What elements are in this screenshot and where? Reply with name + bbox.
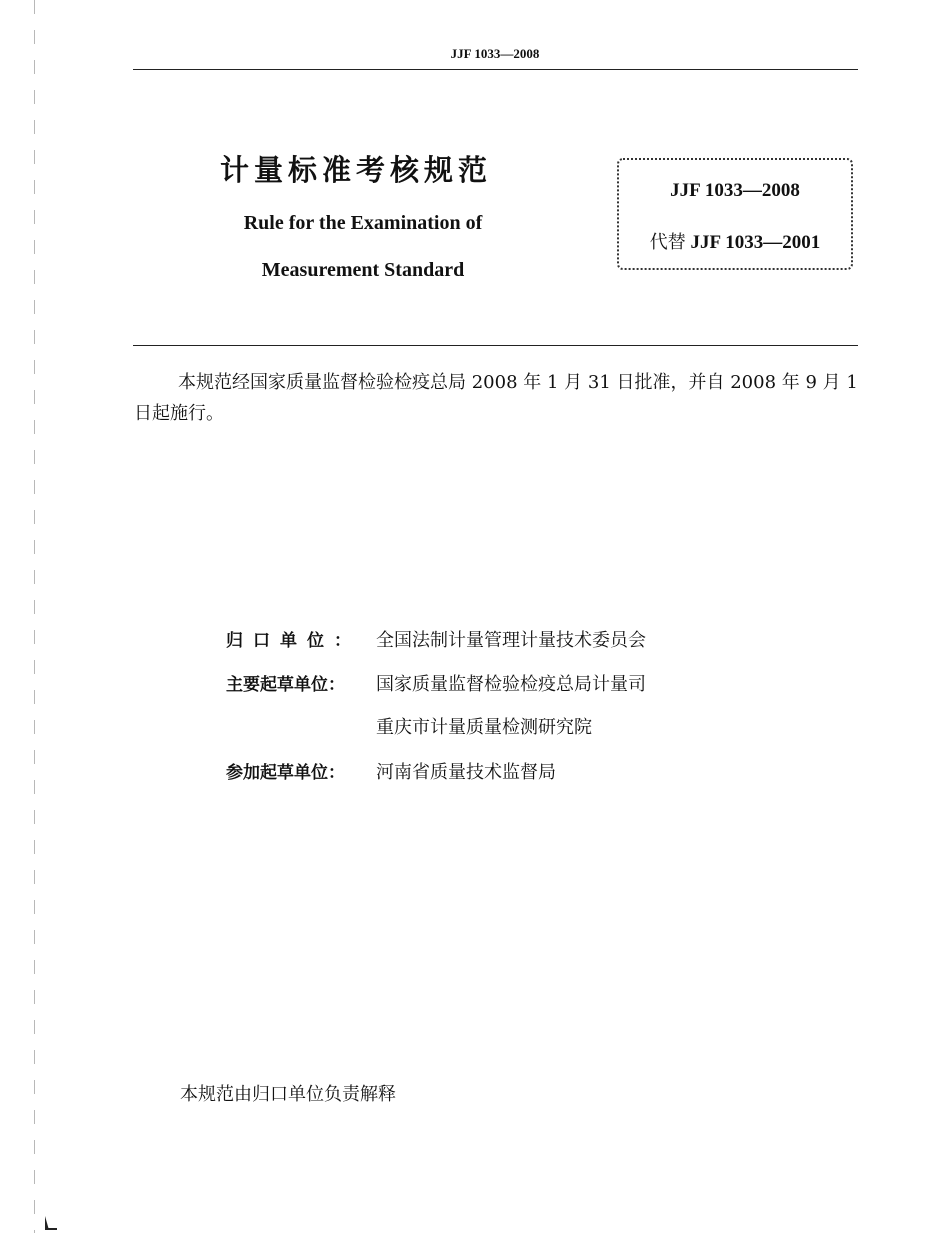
unit-row-main-drafting-cont (226, 713, 592, 743)
unit-row-responsible (226, 626, 646, 656)
scan-edge-mark (34, 0, 35, 1233)
unit-value-main-drafting-1: 国家质量监督检验检疫总局计量司 (376, 674, 646, 695)
unit-label-participating: 参加起草单位： (226, 763, 345, 783)
stamp-standard-code: JJF 1033—2008 (670, 180, 800, 201)
unit-value-participating: 河南省质量技术监督局 (376, 762, 556, 783)
unit-value-responsible: 全国法制计量管理计量技术委员会 (376, 630, 646, 651)
unit-value-main-drafting-2: 重庆市计量质量检测研究院 (376, 717, 592, 738)
header-rule (133, 69, 858, 70)
document-title-chinese: 计量标准考核规范 (220, 153, 493, 187)
unit-row-participating (226, 758, 556, 788)
scan-corner-line (45, 1228, 57, 1230)
interpretation-note: 本规范由归口单位负责解释 (180, 1084, 396, 1105)
unit-label-responsible: 归口单位： (226, 631, 361, 651)
stamp-replaces-prefix: 代替 (649, 232, 686, 253)
document-title-english-line1: Rule for the Examination of (243, 212, 483, 234)
stamp-replaces-code: JJF 1033—2001 (690, 232, 821, 253)
title-section-rule (133, 345, 858, 346)
unit-label-main-drafting: 主要起草单位： (226, 675, 345, 695)
stamp-replaces-line (617, 228, 853, 254)
document-title-english-line2: Measurement Standard (261, 259, 465, 281)
unit-row-main-drafting (226, 670, 646, 700)
running-header-code: JJF 1033—2008 (450, 46, 540, 61)
approval-statement: 本规范经国家质量监督检验检疫总局 2008 年 1 月 31 日批准，并自 2008 年 9 月 1 日起施行。 (134, 372, 858, 424)
